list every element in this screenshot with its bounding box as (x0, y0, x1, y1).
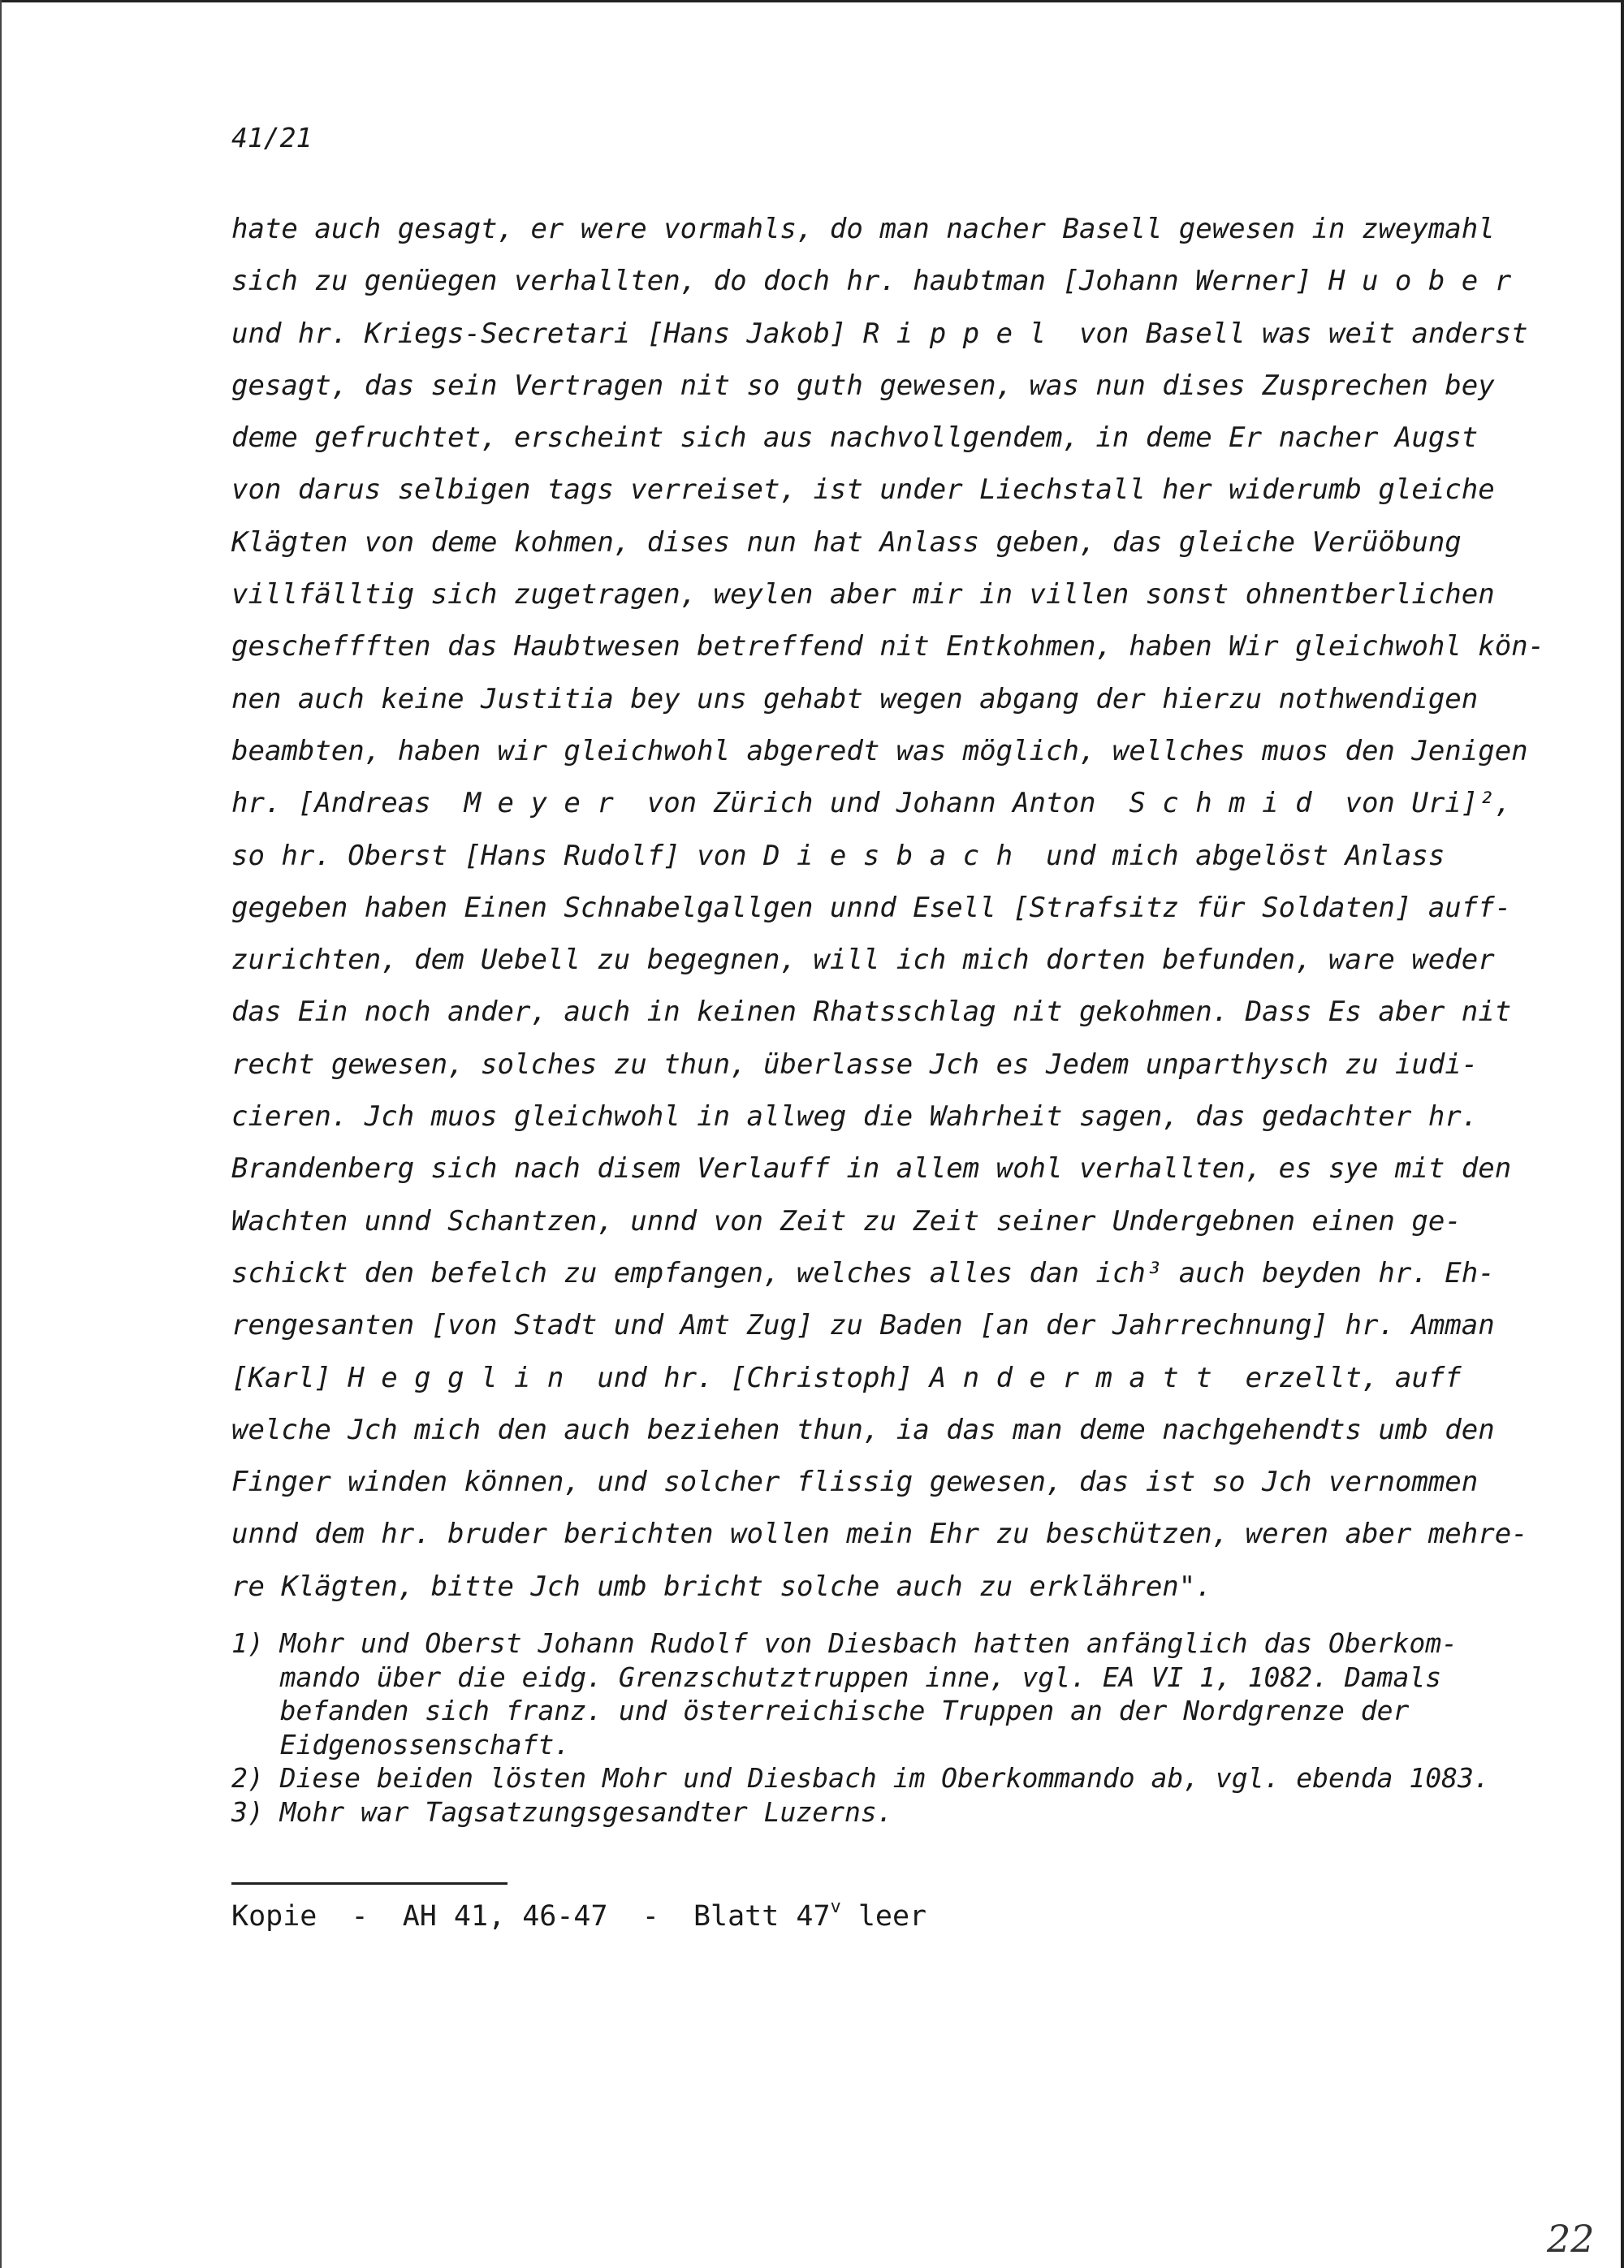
body-line: und hr. Kriegs-Secretari [Hans Jakob] R i p p e l von Basell was weit anderst (231, 317, 1528, 350)
body-line: schickt den befelch zu empfangen, welches alles dan ich³ auch beyden hr. Eh- (231, 1256, 1495, 1290)
body-line: welche Jch mich den auch beziehen thun, ia das man deme nachgehendts umb den (231, 1413, 1495, 1446)
source-reference (231, 1897, 926, 1933)
body-line: unnd dem hr. bruder berichten wollen mein Ehr zu beschützen, weren aber mehre- (231, 1518, 1528, 1551)
body-line: Klägten von deme kohmen, dises nun hat Anlass geben, das gleiche Verüöbung (231, 525, 1462, 559)
body-line: deme gefruchtet, erscheint sich aus nachvollgendem, in deme Er nacher Augst (231, 421, 1479, 455)
body-line: villfälltig sich zugetragen, weylen aber mir in villen sonst ohnentberlichen (231, 578, 1495, 611)
handwritten-page-mark: 22 (1547, 2217, 1595, 2261)
page-number: 41/21 (231, 122, 313, 153)
footnote-3 (231, 1795, 1531, 1830)
body-line: cieren. Jch muos gleichwohl in allweg die Wahrheit sagen, das gedachter hr. (231, 1100, 1479, 1134)
source-separator (231, 1882, 508, 1885)
body-line: [Karl] H e g g l i n und hr. [Christoph] A n d e r m a t t erzellt, auff (231, 1361, 1462, 1394)
footnotes (231, 1626, 1531, 1829)
page-border-top (0, 0, 1624, 2)
body-line: beambten, haben wir gleichwohl abgeredt was möglich, wellches muos den Jenigen (231, 734, 1528, 767)
page-border-left (0, 0, 2, 2268)
page-border-right (1621, 0, 1624, 2268)
footnote-line: befanden sich franz. und österreichische Truppen an der Nordgrenze der (231, 1695, 1410, 1726)
body-line: gescheffften das Haubtwesen betreffend nit Entkohmen, haben Wir gleichwohl kön- (231, 630, 1545, 663)
body-line: gesagt, das sein Vertragen nit so guth gewesen, was nun dises Zusprechen bey (231, 369, 1495, 402)
body-line: das Ein noch ander, auch in keinen Rhatsschlag nit gekohmen. Dass Es aber nit (231, 996, 1512, 1029)
body-line: gegeben haben Einen Schnabelgallgen unnd Esell [Strafsitz für Soldaten] auff- (231, 891, 1512, 924)
body-text (231, 203, 1545, 1613)
body-line: nen auch keine Justitia bey uns gehabt wegen abgang der hierzu nothwendigen (231, 682, 1479, 715)
body-line: zurichten, dem Uebell zu begegnen, will ich mich dorten befunden, ware weder (231, 944, 1495, 977)
body-line: sich zu genüegen verhallten, do doch hr. haubtman [Johann Werner] H u o b e r (231, 265, 1512, 298)
footnote-line: mando über die eidg. Grenzschutztruppen inne, vgl. EA VI 1, 1082. Damals (231, 1661, 1442, 1693)
body-line: hr. [Andreas M e y e r von Zürich und Johann Anton S c h m i d von Uri]², (231, 787, 1512, 820)
source-prefix: Kopie - AH 41, 46-47 - Blatt 47 (231, 1900, 831, 1933)
footnote-line: 1) Mohr und Oberst Johann Rudolf von Diesbach hatten anfänglich das Oberkom- (231, 1627, 1458, 1659)
body-line: so hr. Oberst [Hans Rudolf] von D i e s b a c h und mich abgelöst Anlass (231, 839, 1445, 872)
body-line: re Klägten, bitte Jch umb bricht solche auch zu erklähren". (231, 1570, 1212, 1603)
body-line: hate auch gesagt, er were vormahls, do man nacher Basell gewesen in zweymahl (231, 213, 1495, 245)
footnote-line: 2) Diese beiden lösten Mohr und Diesbach im Oberkommando ab, vgl. ebenda 1083. (231, 1762, 1490, 1794)
body-line: von darus selbigen tags verreiset, ist under Liechstall her widerumb gleiche (231, 473, 1495, 507)
body-line: recht gewesen, solches zu thun, überlasse Jch es Jedem unparthysch zu iudi- (231, 1048, 1479, 1081)
body-line: rengesanten [von Stadt und Amt Zug] zu Baden [an der Jahrrechnung] hr. Amman (231, 1309, 1495, 1342)
body-line: Finger winden können, und solcher flissig gewesen, das ist so Jch vernommen (231, 1466, 1479, 1499)
footnote-line: Eidgenossenschaft. (231, 1728, 571, 1760)
body-line: Wachten unnd Schantzen, unnd von Zeit zu Zeit seiner Undergebnen einen ge- (231, 1204, 1462, 1238)
footnote-2 (231, 1761, 1531, 1795)
footnote-line: 3) Mohr war Tagsatzungsgesandter Luzerns. (231, 1795, 893, 1828)
source-superscript: v (830, 1897, 841, 1917)
body-line: Brandenberg sich nach disem Verlauff in allem wohl verhallten, es sye mit den (231, 1152, 1512, 1186)
source-suffix: leer (840, 1900, 927, 1933)
footnote-1 (231, 1626, 1531, 1761)
